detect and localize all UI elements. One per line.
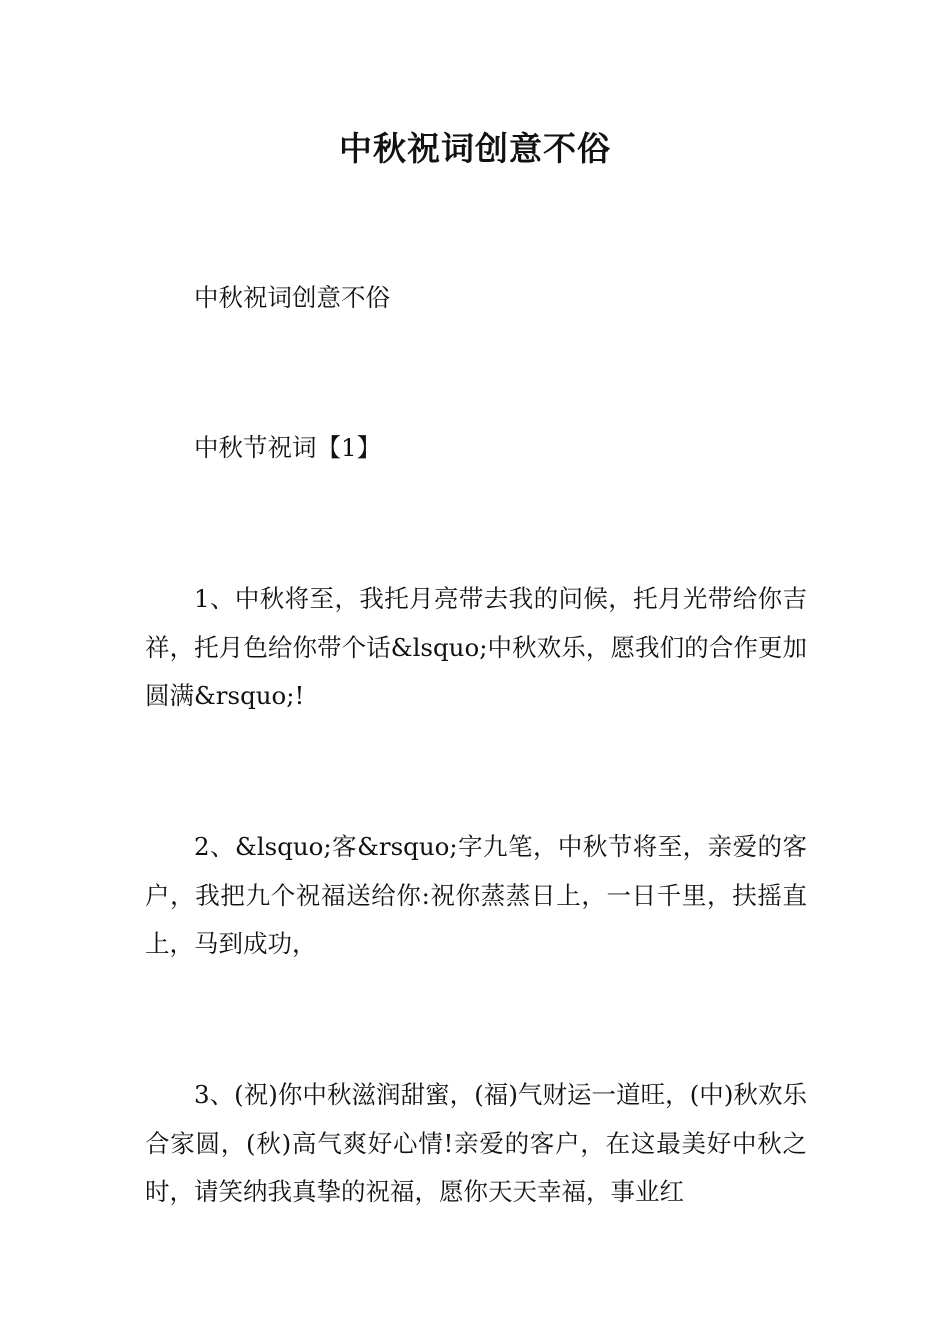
greeting-item-3: 3、(祝)你中秋滋润甜蜜，(福)气财运一道旺，(中)秋欢乐合家圆，(秋)高气爽好心情!亲爱的客户，在这最美好中秋之时，请笑纳我真挚的祝福，愿你天天幸福，事业红 bbox=[145, 1080, 807, 1206]
greeting-item-1: 1、中秋将至，我托月亮带去我的问候，托月光带给你吉祥，托月色给你带个话&lsquo;中秋欢乐，愿我们的合作更加圆满&rsquo;! bbox=[145, 584, 807, 710]
subtitle-paragraph: 中秋祝词创意不俗 bbox=[194, 283, 390, 312]
section-heading: 中秋节祝词【1】 bbox=[194, 433, 382, 462]
greeting-item-2: 2、&lsquo;客&rsquo;字九笔，中秋节将至，亲爱的客户，我把九个祝福送给你:祝你蒸蒸日上，一日千里，扶摇直上，马到成功， bbox=[145, 832, 807, 958]
document-title: 中秋祝词创意不俗 bbox=[339, 129, 611, 168]
